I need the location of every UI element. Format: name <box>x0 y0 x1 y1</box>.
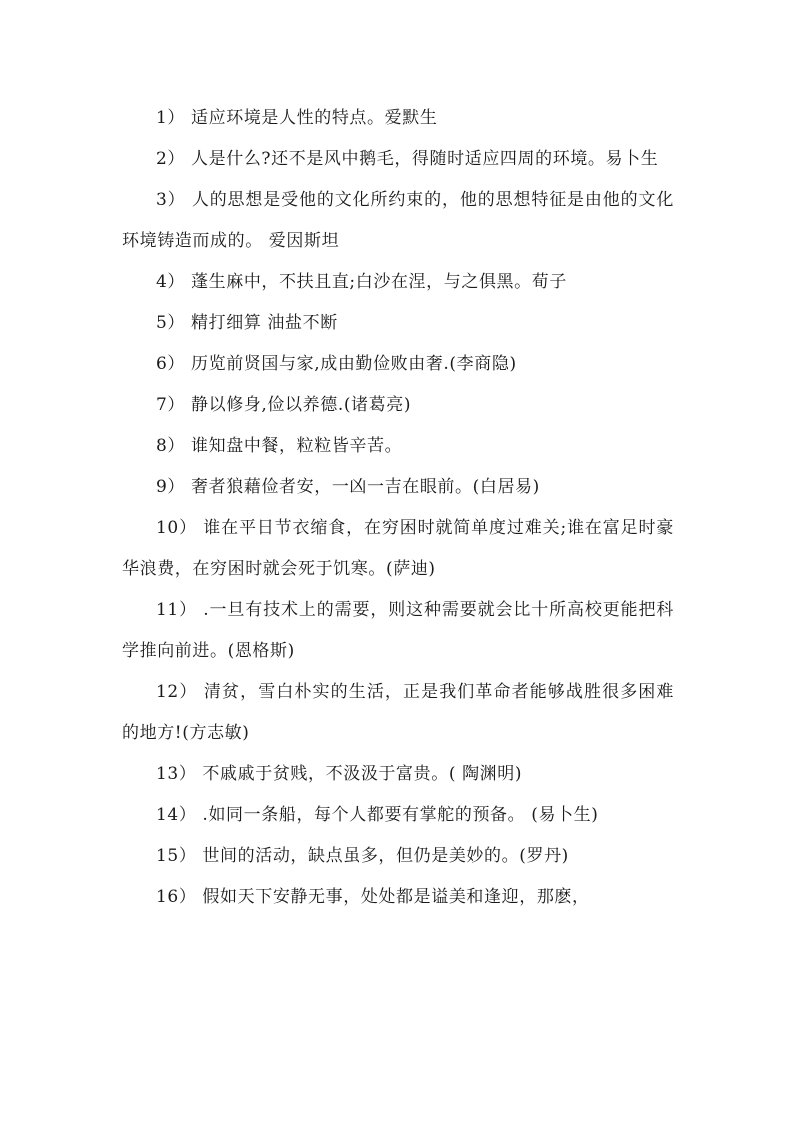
quote-paragraph-13: 13） 不戚戚于贫贱，不汲汲于富贵。( 陶渊明) <box>156 764 523 784</box>
quote-paragraph-2: 2） 人是什么?还不是风中鹅毛，得随时适应四周的环境。易卜生 <box>156 149 659 169</box>
quote-paragraph-12: 12） 清贫，雪白朴实的生活，正是我们革命者能够战胜很多困难的地方!(方志敏) <box>122 682 674 743</box>
quote-paragraph-10: 10） 谁在平日节衣缩食，在穷困时就简单度过难关;谁在富足时豪华浪费，在穷困时就会死于饥寒。(萨迪) <box>122 518 674 579</box>
quote-paragraph-11: 11） .一旦有技术上的需要，则这种需要就会比十所高校更能把科学推向前进。(恩格斯) <box>122 600 674 661</box>
quote-paragraph-7: 7） 静以修身,俭以养德.(诸葛亮) <box>156 395 412 415</box>
quote-paragraph-4: 4） 蓬生麻中，不扶且直;白沙在涅，与之俱黑。荀子 <box>156 272 567 292</box>
quote-paragraph-16: 16） 假如天下安静无事，处处都是谥美和逢迎，那麽， <box>156 887 590 907</box>
document-body <box>122 98 674 918</box>
quote-paragraph-6: 6） 历览前贤国与家,成由勤俭败由奢.(李商隐) <box>156 354 517 374</box>
quote-paragraph-14: 14） .如同一条船，每个人都要有掌舵的预备。 (易卜生) <box>156 805 599 825</box>
quote-paragraph-8: 8） 谁知盘中餐，粒粒皆辛苦。 <box>156 436 403 456</box>
quote-paragraph-3: 3） 人的思想是受他的文化所约束的，他的思想特征是由他的文化环境铸造而成的。 爱因斯坦 <box>122 190 674 251</box>
quote-paragraph-9: 9） 奢者狼藉俭者安，一凶一吉在眼前。(白居易) <box>156 477 540 497</box>
quote-paragraph-5: 5） 精打细算 油盐不断 <box>156 313 338 333</box>
quote-paragraph-1: 1） 适应环境是人性的特点。爱默生 <box>156 108 438 128</box>
quote-paragraph-15: 15） 世间的活动，缺点虽多，但仍是美妙的。(罗丹) <box>156 846 569 866</box>
